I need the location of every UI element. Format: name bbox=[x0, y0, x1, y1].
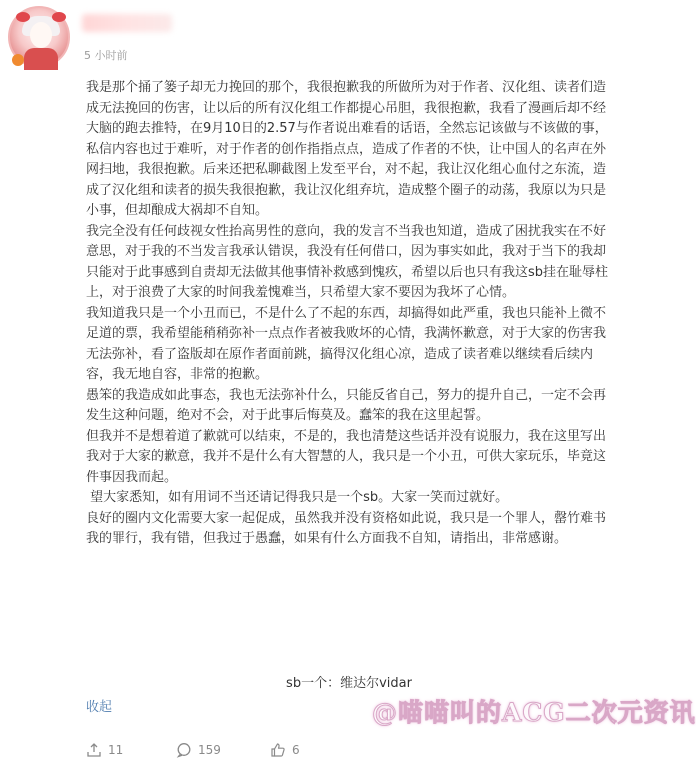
avatar-bow-right bbox=[52, 12, 66, 22]
watermark-text: @喵喵叫的ACG二次元资讯 bbox=[372, 698, 696, 727]
post-signature: sb一个：维达尔vidar bbox=[286, 676, 412, 691]
post-body bbox=[86, 78, 612, 550]
share-count: 11 bbox=[108, 743, 124, 757]
post-header bbox=[0, 0, 628, 70]
comment-button[interactable] bbox=[176, 738, 221, 762]
avatar-bow-left bbox=[16, 12, 30, 22]
post-paragraph: 望大家悉知，如有用词不当还请记得我只是一个sb。大家一笑而过就好。 bbox=[86, 490, 509, 505]
avatar[interactable] bbox=[8, 6, 70, 68]
collapse-link[interactable]: 收起 bbox=[86, 700, 113, 715]
post-paragraph: 我完全没有任何歧视女性抬高男性的意向，我的发言不当我也知道，造成了困扰我实在不好意思，对于我的不当发言我承认错误，我没有任何借口，因为事实如此，我对于当下的我却只能对于此事感到自责却无法做其他事情补救感到愧疚，希望以后也只有我这sb挂在耻辱柱上，对于浪费了大家的时间我羞愧难当，只希望大家不要因为我坏了心情。 bbox=[86, 223, 609, 300]
action-bar bbox=[86, 738, 606, 762]
post-paragraph: 良好的圈内文化需要大家一起促成，虽然我并没有资格如此说，我只是一个罪人，罄竹难书我的罪行，我有错，但我过于愚蠢，如果有什么方面我不自知，请指出，非常感谢。 bbox=[86, 510, 607, 546]
share-icon bbox=[86, 742, 102, 758]
comment-count: 159 bbox=[198, 743, 221, 757]
like-icon bbox=[270, 742, 286, 758]
post-paragraph: 但我并不是想着道了歉就可以结束，不是的，我也清楚这些话并没有说服力，我在这里写出我对于大家的歉意，我并不是什么有大智慧的人，我只是一个小丑，可供大家玩乐，毕竟这件事因我而起。 bbox=[86, 428, 607, 485]
like-button[interactable] bbox=[270, 738, 300, 762]
post-paragraph: 我是那个捅了篓子却无力挽回的那个，我很抱歉我的所做所为对于作者、汉化组、读者们造成无法挽回的伤害，让以后的所有汉化组工作都提心吊胆，我很抱歉，我看了漫画后却不经大脑的跑去推特，在9月10日的2.57与作者说出难看的话语，全然忘记该做与不该做的事，私信内容也过于难听，对于作者的创作指指点点，造成了作者的不快，让中国人的名声在外网扫地，我很抱歉。后来还把私聊截图上发至平台，对不起，我让汉化组心血付之东流，造成了汉化组和读者的损失我很抱歉，我让汉化组弃坑，造成整个圈子的动荡，我原以为只是小事，但却酿成大祸却不自知。 bbox=[86, 80, 608, 218]
post-paragraph: 我知道我只是一个小丑而已，不是什么了不起的东西，却搞得如此严重，我也只能补上微不足道的票，我希望能稍稍弥补一点点作者被我败坏的心情，我满怀歉意，对于大家的伤害我无法弥补，看了盗版却在原作者面前跳，搞得汉化组心凉，造成了读者难以继续看后续内容，我无地自容，非常的抱歉。 bbox=[86, 305, 607, 382]
post-paragraph: 愚笨的我造成如此事态，我也无法弥补什么，只能反省自己，努力的提升自己，一定不会再发生这种问题，绝对不会，对于此事后悔莫及。蠢笨的我在这里起誓。 bbox=[86, 387, 607, 423]
share-button[interactable] bbox=[86, 738, 123, 762]
post-timestamp: 5 小时前 bbox=[84, 49, 128, 62]
avatar-ornament bbox=[12, 54, 24, 66]
username-blurred[interactable] bbox=[82, 14, 172, 32]
avatar-body bbox=[24, 48, 58, 70]
like-count: 6 bbox=[292, 743, 300, 757]
comment-icon bbox=[176, 742, 192, 758]
avatar-face bbox=[30, 22, 52, 48]
